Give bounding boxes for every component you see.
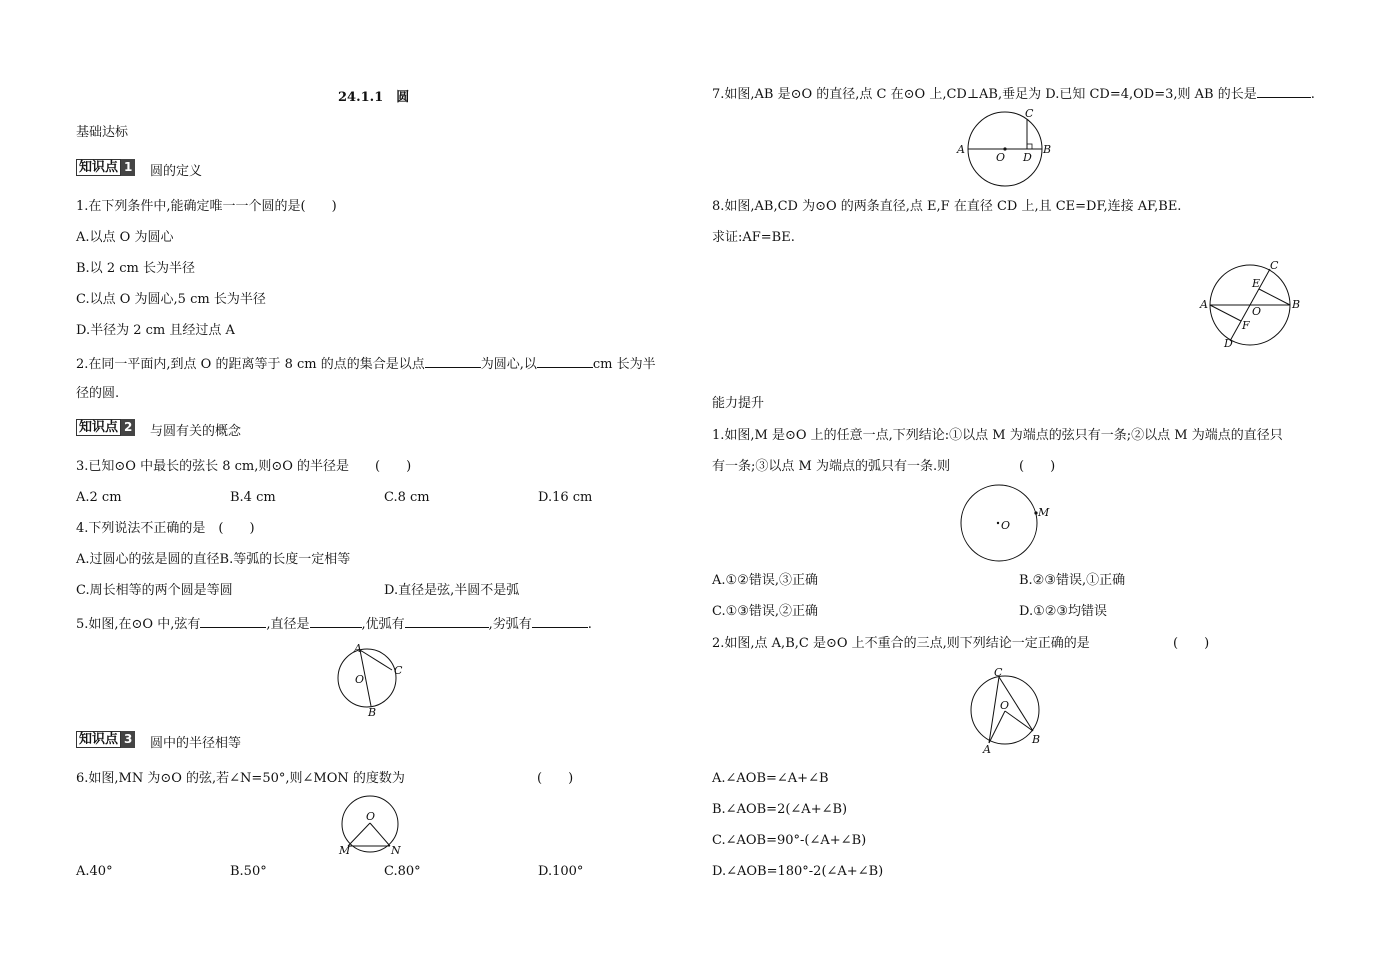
r1-line1: 1.如图,M 是⊙O 上的任意一点,下列结论:①以点 M 为端点的弦只有一条;②以点 M 为端点的直径只: [712, 428, 1283, 443]
q5-blank-major-arcs[interactable]: [405, 615, 489, 628]
q8-circle-figure: [1198, 257, 1308, 352]
q1-stem: 1.在下列条件中,能确定唯一一个圆的是( ): [76, 199, 337, 214]
q5-part3: ,优弧有: [361, 617, 405, 632]
knowledge-point-badge-3: [76, 731, 135, 748]
r1-option-d[interactable]: D.①②③均错误: [1019, 604, 1108, 619]
q6-radius-on: [370, 823, 390, 846]
knowledge-point-title-1: 圆的定义: [150, 164, 203, 179]
badge-label: 知识点: [76, 159, 121, 176]
r2-stem: 2.如图,点 A,B,C 是⊙O 上不重合的三点,则下列结论一定正确的是: [712, 636, 1090, 651]
q4-option-c[interactable]: C.周长相等的两个圆是等圆: [76, 583, 233, 598]
q6-answer-paren: ( ): [537, 771, 574, 786]
q8-label-c: C: [1270, 259, 1279, 272]
q8-segment-af: [1210, 305, 1241, 321]
badge-number: 2: [121, 419, 135, 436]
q1-option-a[interactable]: A.以点 O 为圆心: [76, 230, 174, 245]
knowledge-point-title-3: 圆中的半径相等: [150, 736, 242, 751]
q4-stem: 4.下列说法不正确的是 ( ): [76, 521, 255, 536]
q2-blank-2[interactable]: [537, 355, 593, 368]
q6-label-n: N: [391, 844, 401, 857]
q7-label-d: D: [1023, 151, 1032, 164]
r1-line2: 有一条;③以点 M 为端点的弧只有一条.则: [712, 459, 951, 474]
q6-option-a[interactable]: A.40°: [76, 864, 113, 879]
q8-stem: 8.如图,AB,CD 为⊙O 的两条直径,点 E,F 在直径 CD 上,且 CE=DF,连接 AF,BE.: [712, 199, 1182, 214]
r2-label-o: O: [1000, 699, 1010, 712]
basic-section-label: 基础达标: [76, 125, 129, 140]
r2-option-b[interactable]: B.∠AOB=2(∠A+∠B): [712, 802, 848, 817]
r2-circle-figure: [965, 663, 1050, 758]
q2-blank-1[interactable]: [425, 355, 481, 368]
q8-label-o: O: [1252, 305, 1262, 318]
q4-option-d[interactable]: D.直径是弦,半圆不是弧: [384, 583, 520, 598]
r1-option-b[interactable]: B.②③错误,①正确: [1019, 573, 1126, 588]
q5-label-b: B: [368, 706, 377, 719]
q5-blank-chords[interactable]: [200, 615, 266, 628]
q5-part5: .: [587, 617, 592, 632]
q8-label-d: D: [1224, 337, 1233, 350]
q3-option-c[interactable]: C.8 cm: [384, 490, 430, 505]
q5-circle-figure: [330, 640, 410, 720]
q5-part1: 5.如图,在⊙O 中,弦有: [76, 617, 201, 632]
q2-line1: [76, 355, 656, 373]
q5-label-c: C: [394, 664, 403, 677]
q3-option-d[interactable]: D.16 cm: [538, 490, 593, 505]
r2-label-b: B: [1032, 733, 1041, 746]
knowledge-point-title-2: 与圆有关的概念: [150, 424, 242, 439]
q6-circle-figure: [335, 793, 410, 858]
section-title: 24.1.1 圆: [338, 90, 410, 105]
r2-radius-ob: [1005, 711, 1033, 731]
q5-stem: [76, 615, 592, 633]
badge-label: 知识点: [76, 419, 121, 436]
q8-segment-be: [1259, 289, 1290, 305]
r1-label-m: M: [1038, 506, 1050, 519]
q6-option-b[interactable]: B.50°: [230, 864, 267, 879]
r2-option-c[interactable]: C.∠AOB=90°-(∠A+∠B): [712, 833, 867, 848]
q7-end: .: [1310, 87, 1315, 102]
q4-option-ab[interactable]: A.过圆心的弦是圆的直径B.等弧的长度一定相等: [76, 552, 351, 567]
knowledge-point-badge-2: [76, 419, 135, 436]
r1-circle-figure: [955, 483, 1055, 568]
q5-part2: ,直径是: [266, 617, 310, 632]
knowledge-point-badge-1: [76, 159, 135, 176]
r2-label-c: C: [994, 666, 1003, 679]
q7-label-c: C: [1025, 107, 1034, 120]
q6-option-d[interactable]: D.100°: [538, 864, 584, 879]
r2-answer-paren: ( ): [1173, 636, 1210, 651]
q7-circle-figure: [955, 105, 1060, 190]
q6-label-o: O: [366, 810, 376, 823]
q7-right-angle-mark: [1027, 144, 1032, 149]
q8-prove: 求证:AF=BE.: [712, 230, 795, 245]
q7-label-a: A: [957, 143, 965, 156]
q5-label-o: O: [355, 673, 365, 686]
q5-circle: [338, 649, 396, 707]
q1-option-d[interactable]: D.半径为 2 cm 且经过点 A: [76, 323, 235, 338]
badge-number: 3: [121, 731, 135, 748]
r2-label-a: A: [983, 743, 991, 756]
badge-label: 知识点: [76, 731, 121, 748]
q1-option-b[interactable]: B.以 2 cm 长为半径: [76, 261, 195, 276]
q6-radius-om: [348, 823, 370, 846]
q6-label-m: M: [339, 844, 351, 857]
q5-chord-ac: [360, 650, 392, 670]
q3-option-a[interactable]: A.2 cm: [76, 490, 122, 505]
q7-stem: [712, 85, 1315, 103]
q7-text: 7.如图,AB 是⊙O 的直径,点 C 在⊙O 上,CD⊥AB,垂足为 D.已知 CD=4,OD=3,则 AB 的长是: [712, 87, 1257, 102]
q5-blank-minor-arcs[interactable]: [532, 615, 588, 628]
r1-option-a[interactable]: A.①②错误,③正确: [712, 573, 818, 588]
q8-label-e: E: [1252, 277, 1261, 290]
r1-answer-paren: ( ): [1019, 459, 1056, 474]
q7-label-b: B: [1043, 143, 1052, 156]
q2-part3: cm 长为半: [592, 357, 656, 372]
r1-option-c[interactable]: C.①③错误,②正确: [712, 604, 819, 619]
q5-part4: ,劣弧有: [488, 617, 532, 632]
r2-option-a[interactable]: A.∠AOB=∠A+∠B: [712, 771, 829, 786]
q6-stem: 6.如图,MN 为⊙O 的弦,若∠N=50°,则∠MON 的度数为: [76, 771, 405, 786]
q7-blank[interactable]: [1257, 85, 1311, 98]
q8-label-f: F: [1242, 319, 1250, 332]
r1-label-o: O: [1001, 519, 1011, 532]
r2-option-d[interactable]: D.∠AOB=180°-2(∠A+∠B): [712, 864, 884, 879]
ability-section-label: 能力提升: [712, 396, 765, 411]
q5-blank-diameter[interactable]: [310, 615, 362, 628]
q3-option-b[interactable]: B.4 cm: [230, 490, 276, 505]
q8-label-b: B: [1292, 298, 1301, 311]
q3-stem: 3.已知⊙O 中最长的弦长 8 cm,则⊙O 的半径是 ( ): [76, 459, 412, 474]
q1-option-c[interactable]: C.以点 O 为圆心,5 cm 长为半径: [76, 292, 266, 307]
r1-center-dot: [997, 522, 999, 524]
q7-label-o: O: [996, 151, 1006, 164]
q2-line2: 径的圆.: [76, 386, 120, 401]
q2-part2: 为圆心,以: [480, 357, 537, 372]
q8-label-a: A: [1200, 298, 1208, 311]
q2-part1: 2.在同一平面内,到点 O 的距离等于 8 cm 的点的集合是以点: [76, 357, 425, 372]
q5-label-a: A: [354, 642, 362, 655]
badge-number: 1: [121, 159, 135, 176]
q6-option-c[interactable]: C.80°: [384, 864, 421, 879]
